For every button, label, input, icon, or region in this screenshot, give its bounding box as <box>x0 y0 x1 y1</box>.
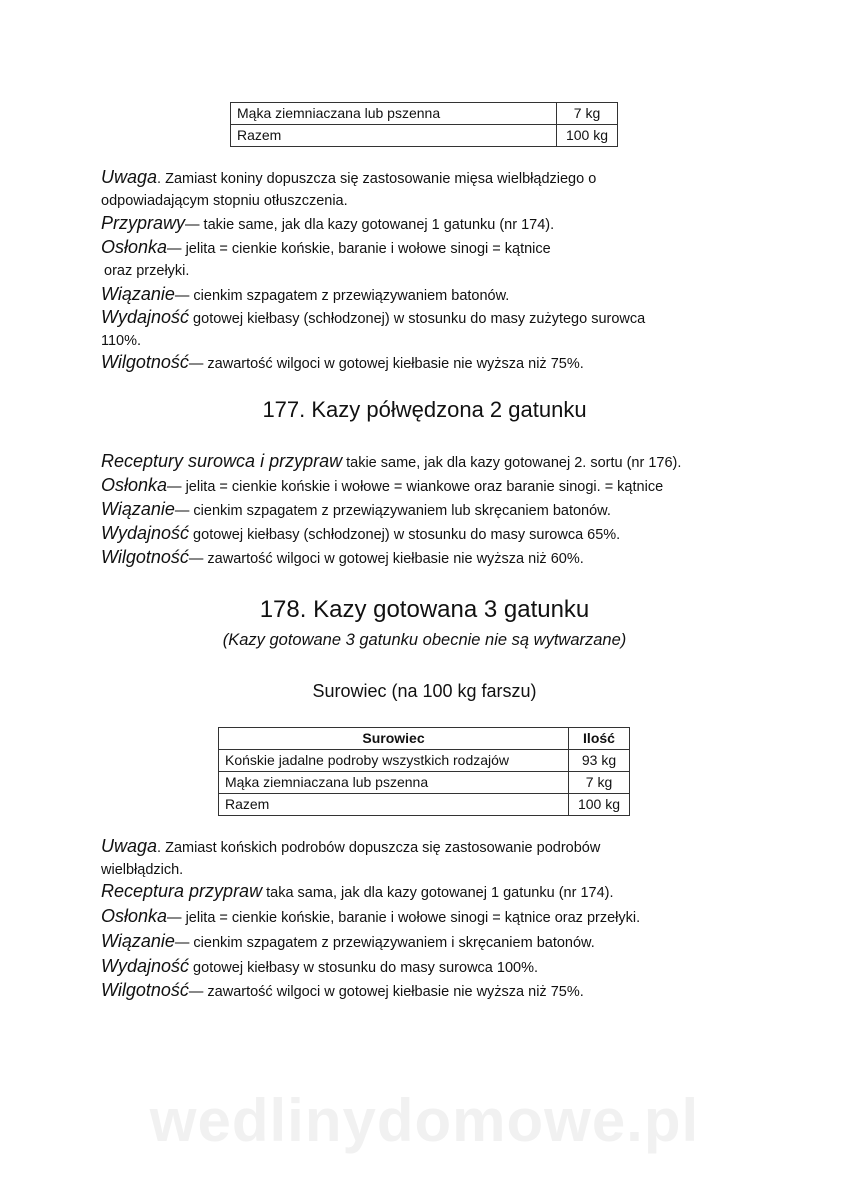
wydajnosc-line <box>101 522 741 546</box>
ingredients-table-continued <box>230 102 618 147</box>
table-cell-name: Mąka ziemniaczana lub pszenna <box>219 772 569 794</box>
table-row <box>219 794 630 816</box>
oslonka-text-cont: oraz przełyki. <box>104 263 190 279</box>
oslonka-label: Osłonka <box>101 906 168 926</box>
table-cell-qty: 100 kg <box>557 125 618 147</box>
przyprawy-text: — takie same, jak dla kazy gotowanej 1 gatunku (nr 174). <box>185 217 555 233</box>
wydajnosc-text: gotowej kiełbasy (schłodzonej) w stosunku do masy zużytego surowca <box>189 311 646 327</box>
table-row <box>231 125 618 147</box>
surowiec-heading: Surowiec (na 100 kg farszu) <box>312 681 537 701</box>
wiazanie-line <box>101 930 741 954</box>
wilgotnosc-label: Wilgotność <box>101 547 189 567</box>
wilgotnosc-label: Wilgotność <box>101 980 189 1000</box>
oslonka-text: — jelita = cienkie końskie, baranie i wołowe sinogi = kątnice oraz przełyki. <box>167 910 641 926</box>
wilgotnosc-text: — zawartość wilgoci w gotowej kiełbasie nie wyższa niż 75%. <box>188 984 584 1000</box>
receptura-label: Receptura przypraw <box>101 881 263 901</box>
ingredients-table <box>218 727 630 816</box>
section-178-subtitle: (Kazy gotowane 3 gatunku obecnie nie są wytwarzane) <box>222 631 627 649</box>
uwaga-label: Uwaga <box>101 167 158 187</box>
uwaga-text: . Zamiast końskich podrobów dopuszcza się zastosowanie podrobów <box>157 840 601 856</box>
wiazanie-label: Wiązanie <box>101 931 175 951</box>
receptury-text: takie same, jak dla kazy gotowanej 2. sortu (nr 176). <box>342 455 682 471</box>
uwaga-text: . Zamiast koniny dopuszcza się zastosowanie mięsa wielbłądziego o <box>157 171 597 187</box>
uwaga-text-cont: odpowiadającym stopniu otłuszczenia. <box>101 193 348 209</box>
receptura-line <box>101 880 741 904</box>
wiazanie-label: Wiązanie <box>101 499 175 519</box>
oslonka-line <box>101 236 741 282</box>
wydajnosc-text-cont: 110%. <box>101 333 142 349</box>
wiazanie-text: — cienkim szpagatem z przewiązywaniem i skręcaniem batonów. <box>174 935 595 951</box>
receptury-line <box>101 450 741 474</box>
wydajnosc-line <box>101 306 741 352</box>
table-header-ilosc: Ilość <box>569 728 630 750</box>
wiazanie-label: Wiązanie <box>101 284 175 304</box>
wiazanie-line <box>101 283 741 307</box>
table-header-surowiec: Surowiec <box>219 728 569 750</box>
wydajnosc-text: gotowej kiełbasy (schłodzonej) w stosunku do masy surowca 65%. <box>189 527 621 543</box>
oslonka-text: — jelita = cienkie końskie i wołowe = wiankowe oraz baranie sinogi. = kątnice <box>167 479 664 495</box>
oslonka-line <box>101 905 741 929</box>
uwaga-text-cont: wielbłądzich. <box>101 862 184 878</box>
wilgotnosc-line <box>101 546 741 570</box>
table-cell-name: Mąka ziemniaczana lub pszenna <box>231 103 557 125</box>
table-cell-qty: 93 kg <box>569 750 630 772</box>
wydajnosc-label: Wydajność <box>101 307 190 327</box>
table-cell-qty: 7 kg <box>569 772 630 794</box>
table-row <box>231 103 618 125</box>
oslonka-line <box>101 474 741 498</box>
oslonka-label: Osłonka <box>101 237 168 257</box>
wydajnosc-label: Wydajność <box>101 956 190 976</box>
wilgotnosc-line <box>101 351 741 375</box>
oslonka-label: Osłonka <box>101 475 168 495</box>
watermark: wedlinydomowe.pl <box>149 1087 700 1154</box>
wilgotnosc-text: — zawartość wilgoci w gotowej kiełbasie nie wyższa niż 75%. <box>188 356 584 372</box>
uwaga-note <box>101 835 741 881</box>
wiazanie-text: — cienkim szpagatem z przewiązywaniem batonów. <box>174 288 510 304</box>
receptura-text: taka sama, jak dla kazy gotowanej 1 gatunku (nr 174). <box>262 885 614 901</box>
wydajnosc-line <box>101 955 741 979</box>
table-row <box>219 772 630 794</box>
table-row <box>219 750 630 772</box>
section-177-title: 177. Kazy półwędzona 2 gatunku <box>262 397 587 422</box>
wilgotnosc-label: Wilgotność <box>101 352 189 372</box>
table-cell-qty: 100 kg <box>569 794 630 816</box>
receptury-label: Receptury surowca i przypraw <box>101 451 343 471</box>
table-header-row <box>219 728 630 750</box>
table-cell-name: Razem <box>231 125 557 147</box>
wilgotnosc-text: — zawartość wilgoci w gotowej kiełbasie nie wyższa niż 60%. <box>188 551 584 567</box>
table-cell-name: Końskie jadalne podroby wszystkich rodzajów <box>219 750 569 772</box>
przyprawy-line <box>101 212 741 236</box>
wydajnosc-text: gotowej kiełbasy w stosunku do masy surowca 100%. <box>189 960 539 976</box>
uwaga-note <box>101 166 741 212</box>
table-cell-name: Razem <box>219 794 569 816</box>
wilgotnosc-line <box>101 979 741 1003</box>
section-178-title: 178. Kazy gotowana 3 gatunku <box>259 596 590 623</box>
wydajnosc-label: Wydajność <box>101 523 190 543</box>
wiazanie-text: — cienkim szpagatem z przewiązywaniem lub skręcaniem batonów. <box>174 503 611 519</box>
oslonka-text: — jelita = cienkie końskie, baranie i wołowe sinogi = kątnice <box>167 241 551 257</box>
table-cell-qty: 7 kg <box>557 103 618 125</box>
uwaga-label: Uwaga <box>101 836 158 856</box>
przyprawy-label: Przyprawy <box>101 213 186 233</box>
wiazanie-line <box>101 498 741 522</box>
